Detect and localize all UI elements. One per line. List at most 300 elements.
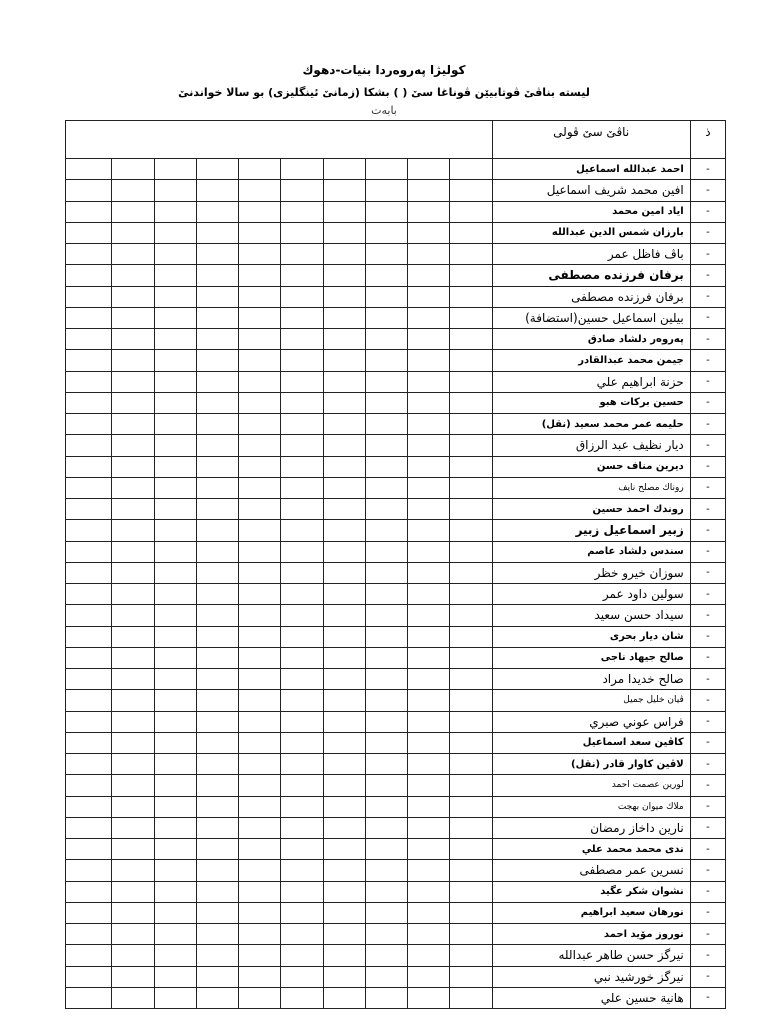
grade-cell: [239, 647, 281, 668]
row-number: -: [690, 265, 725, 286]
grade-cell: [66, 647, 112, 668]
table-row: [66, 711, 726, 732]
grade-cell: [365, 647, 407, 668]
grade-cell: [112, 690, 154, 711]
row-number: -: [690, 244, 725, 265]
grade-cell: [450, 839, 492, 860]
grade-cell: [408, 307, 450, 328]
grade-cell: [281, 669, 323, 690]
grade-cell: [239, 690, 281, 711]
grade-cell: [365, 180, 407, 201]
grade-cell: [450, 881, 492, 902]
grade-cell: [154, 860, 196, 881]
grade-cell: [239, 541, 281, 562]
grade-cell: [239, 669, 281, 690]
grade-cell: [281, 690, 323, 711]
grade-cell: [365, 435, 407, 456]
grade-cell: [408, 647, 450, 668]
grade-cell: [112, 414, 154, 435]
grade-cell: [450, 775, 492, 796]
grade-cell: [281, 350, 323, 371]
grade-cell: [281, 392, 323, 413]
table-row: [66, 180, 726, 201]
table-row: [66, 839, 726, 860]
student-name: زبير اسماعيل زبير: [492, 520, 690, 541]
student-name: سندس دلشاد عاصم: [492, 541, 690, 562]
grade-cell: [66, 732, 112, 753]
grade-cell: [66, 881, 112, 902]
row-number: -: [690, 690, 725, 711]
grade-cell: [196, 690, 238, 711]
grade-cell: [323, 881, 365, 902]
row-number: -: [690, 945, 725, 966]
grade-cell: [196, 796, 238, 817]
table-row: [66, 371, 726, 392]
grade-cell: [196, 945, 238, 966]
grade-cell: [196, 159, 238, 180]
grade-cell: [450, 371, 492, 392]
grade-cell: [323, 626, 365, 647]
row-number: -: [690, 881, 725, 902]
grade-cell: [323, 286, 365, 307]
table-row: [66, 222, 726, 243]
grade-cell: [239, 796, 281, 817]
grade-cell: [196, 732, 238, 753]
grade-cell: [281, 754, 323, 775]
table-row: [66, 754, 726, 775]
grade-cell: [450, 711, 492, 732]
grade-cell: [323, 265, 365, 286]
grade-cell: [323, 562, 365, 583]
student-name: بارزان شمس الدين عبدالله: [492, 222, 690, 243]
grade-cell: [154, 307, 196, 328]
table-row: [66, 499, 726, 520]
table-row: [66, 690, 726, 711]
grade-cell: [154, 541, 196, 562]
row-number: -: [690, 414, 725, 435]
grade-cell: [281, 520, 323, 541]
grade-cell: [365, 477, 407, 498]
grade-cell: [323, 159, 365, 180]
table-row: [66, 244, 726, 265]
grade-cell: [239, 350, 281, 371]
student-name: اياد امين محمد: [492, 201, 690, 222]
grade-cell: [196, 222, 238, 243]
grade-cell: [154, 966, 196, 987]
grade-cell: [450, 562, 492, 583]
grade-cell: [365, 732, 407, 753]
student-name: برفان فرزنده مصطفى: [492, 265, 690, 286]
grade-cell: [365, 307, 407, 328]
grade-cell: [323, 244, 365, 265]
grade-cell: [112, 732, 154, 753]
grade-cell: [323, 860, 365, 881]
grade-cell: [323, 499, 365, 520]
grade-cell: [365, 371, 407, 392]
grade-cell: [408, 881, 450, 902]
grade-cell: [112, 201, 154, 222]
grade-cell: [239, 881, 281, 902]
grade-cell: [196, 499, 238, 520]
grade-cell: [112, 222, 154, 243]
grade-cell: [408, 520, 450, 541]
grade-cell: [112, 562, 154, 583]
grade-cell: [323, 329, 365, 350]
grade-cell: [66, 902, 112, 923]
grade-cell: [66, 520, 112, 541]
student-name: صالح خديدا مراد: [492, 669, 690, 690]
grade-cell: [408, 945, 450, 966]
grade-cell: [408, 966, 450, 987]
grade-cell: [323, 222, 365, 243]
student-table: [65, 120, 726, 1009]
grade-cell: [112, 371, 154, 392]
grade-cell: [450, 924, 492, 945]
grade-cell: [408, 605, 450, 626]
grade-cell: [281, 732, 323, 753]
student-name: لاڤين كاوار قادر (نقل): [492, 754, 690, 775]
grade-cell: [66, 562, 112, 583]
row-number: -: [690, 775, 725, 796]
grade-cell: [66, 626, 112, 647]
student-name: ديرين مناف حسن: [492, 456, 690, 477]
student-name: نيرگز حسن طاهر عبدالله: [492, 945, 690, 966]
grade-cell: [281, 180, 323, 201]
grade-cell: [281, 860, 323, 881]
grade-cell: [365, 669, 407, 690]
grade-cell: [66, 541, 112, 562]
grade-cell: [112, 499, 154, 520]
grade-cell: [365, 690, 407, 711]
grade-cell: [281, 286, 323, 307]
grade-cell: [323, 839, 365, 860]
grade-cell: [408, 987, 450, 1008]
row-number: -: [690, 371, 725, 392]
grade-cell: [112, 159, 154, 180]
grade-cell: [365, 286, 407, 307]
grade-cell: [365, 966, 407, 987]
row-number: -: [690, 520, 725, 541]
grade-cell: [323, 584, 365, 605]
grade-cell: [112, 244, 154, 265]
grade-cell: [408, 180, 450, 201]
grade-cell: [281, 902, 323, 923]
grade-cell: [154, 711, 196, 732]
grade-cell: [66, 222, 112, 243]
student-name: روندك احمد حسين: [492, 499, 690, 520]
grade-cell: [450, 307, 492, 328]
grade-cell: [154, 435, 196, 456]
grade-cell: [365, 414, 407, 435]
grade-cell: [365, 924, 407, 945]
grade-cell: [196, 477, 238, 498]
student-name: ندى محمد محمد علي: [492, 839, 690, 860]
grade-cell: [196, 541, 238, 562]
table-row: [66, 626, 726, 647]
grade-cell: [408, 775, 450, 796]
row-number: -: [690, 392, 725, 413]
grade-cell: [112, 945, 154, 966]
grade-cell: [450, 796, 492, 817]
grade-cell: [239, 371, 281, 392]
grade-cell: [365, 520, 407, 541]
grade-cell: [239, 775, 281, 796]
grade-cell: [281, 562, 323, 583]
student-name: نسرين عمر مصطفى: [492, 860, 690, 881]
grade-cell: [196, 414, 238, 435]
student-name: ملاك ميوان بهجت: [492, 796, 690, 817]
grade-cell: [365, 265, 407, 286]
grade-cell: [154, 414, 196, 435]
row-number: -: [690, 222, 725, 243]
grade-cell: [154, 286, 196, 307]
grade-cell: [112, 796, 154, 817]
grade-cell: [66, 499, 112, 520]
row-number: -: [690, 754, 725, 775]
grade-cell: [323, 392, 365, 413]
grade-cell: [239, 244, 281, 265]
grade-cell: [408, 754, 450, 775]
grade-cell: [196, 307, 238, 328]
grade-cell: [112, 924, 154, 945]
grade-cell: [281, 541, 323, 562]
grade-cell: [365, 796, 407, 817]
grade-cell: [239, 286, 281, 307]
grade-cell: [281, 605, 323, 626]
grade-cell: [196, 371, 238, 392]
grade-cell: [450, 626, 492, 647]
grade-cell: [154, 626, 196, 647]
grade-cell: [281, 881, 323, 902]
grade-cell: [112, 987, 154, 1008]
grade-cell: [112, 669, 154, 690]
grade-cell: [323, 414, 365, 435]
grade-cell: [196, 605, 238, 626]
grade-cell: [196, 180, 238, 201]
grade-cell: [323, 647, 365, 668]
grade-cell: [365, 350, 407, 371]
grade-cell: [408, 626, 450, 647]
grade-cell: [323, 945, 365, 966]
grade-cell: [408, 222, 450, 243]
grade-cell: [408, 839, 450, 860]
grade-cell: [154, 222, 196, 243]
grade-cell: [450, 860, 492, 881]
grade-cell: [196, 626, 238, 647]
grade-cell: [154, 924, 196, 945]
grade-cell: [408, 201, 450, 222]
row-number: -: [690, 307, 725, 328]
grade-cell: [365, 902, 407, 923]
grade-cell: [66, 477, 112, 498]
grade-cell: [408, 286, 450, 307]
grade-cell: [450, 456, 492, 477]
grade-cell: [196, 987, 238, 1008]
grade-cell: [112, 392, 154, 413]
grade-cell: [281, 839, 323, 860]
table-row: [66, 796, 726, 817]
grade-cell: [154, 669, 196, 690]
grade-cell: [281, 711, 323, 732]
grade-cell: [196, 711, 238, 732]
grade-cell: [408, 669, 450, 690]
grade-cell: [281, 626, 323, 647]
student-name: نورهان سعيد ابراهيم: [492, 902, 690, 923]
grade-cell: [112, 435, 154, 456]
grade-cell: [66, 456, 112, 477]
grade-cell: [365, 222, 407, 243]
grade-cell: [365, 159, 407, 180]
row-number: -: [690, 350, 725, 371]
grade-cell: [196, 881, 238, 902]
student-name: پەروەر دلشاد صادق: [492, 329, 690, 350]
table-row: [66, 562, 726, 583]
grade-cell: [196, 860, 238, 881]
grade-cell: [154, 520, 196, 541]
grade-cell: [112, 180, 154, 201]
grade-cell: [450, 605, 492, 626]
student-name: ديار نظيف عبد الرزاق: [492, 435, 690, 456]
grade-cell: [112, 477, 154, 498]
grade-cell: [239, 732, 281, 753]
student-name: لورين عصمت احمد: [492, 775, 690, 796]
grade-cell: [323, 796, 365, 817]
grade-cell: [112, 711, 154, 732]
grade-cell: [281, 329, 323, 350]
row-number: -: [690, 711, 725, 732]
grade-cell: [365, 987, 407, 1008]
grade-cell: [66, 775, 112, 796]
grade-cell: [112, 754, 154, 775]
table-row: [66, 966, 726, 987]
grade-cell: [365, 244, 407, 265]
grade-cell: [196, 924, 238, 945]
grade-cell: [408, 392, 450, 413]
table-row: [66, 945, 726, 966]
student-name: جيمن محمد عبدالقادر: [492, 350, 690, 371]
grade-cell: [450, 987, 492, 1008]
table-row: [66, 732, 726, 753]
grade-cell: [154, 201, 196, 222]
grade-cell: [154, 477, 196, 498]
grade-cell: [112, 839, 154, 860]
grade-cell: [196, 839, 238, 860]
grade-cell: [239, 754, 281, 775]
grade-cell: [112, 860, 154, 881]
grade-cell: [66, 414, 112, 435]
row-number: -: [690, 499, 725, 520]
student-name: احمد عبدالله اسماعيل: [492, 159, 690, 180]
grade-cell: [323, 520, 365, 541]
student-name: افين محمد شريف اسماعيل: [492, 180, 690, 201]
grade-cell: [408, 265, 450, 286]
grade-cell: [408, 817, 450, 838]
table-row: [66, 987, 726, 1008]
grade-cell: [408, 541, 450, 562]
grade-cell: [408, 371, 450, 392]
grade-cell: [66, 350, 112, 371]
student-name: نارين داخاز رمضان: [492, 817, 690, 838]
student-name: سوزان خيرو خظر: [492, 562, 690, 583]
grade-cell: [450, 477, 492, 498]
grade-cell: [154, 562, 196, 583]
list-title: ليسته بناڤێ ڤوتابيێن ڤوناغا سێ ( ) بشكا (زمانێ ئينگليزى) بو سالا خواندنێ: [178, 86, 590, 99]
grade-cell: [66, 307, 112, 328]
grade-cell: [154, 945, 196, 966]
grade-cell: [154, 350, 196, 371]
grade-cell: [196, 520, 238, 541]
grade-cell: [450, 180, 492, 201]
grade-cell: [281, 222, 323, 243]
grade-cell: [450, 902, 492, 923]
row-number: -: [690, 286, 725, 307]
grade-cell: [239, 307, 281, 328]
grade-cell: [365, 562, 407, 583]
grade-cell: [112, 456, 154, 477]
grade-cell: [66, 796, 112, 817]
grade-cell: [112, 626, 154, 647]
grade-cell: [323, 817, 365, 838]
grade-cell: [66, 711, 112, 732]
grade-cell: [239, 520, 281, 541]
grade-cell: [323, 775, 365, 796]
grade-cell: [112, 881, 154, 902]
grade-cell: [154, 775, 196, 796]
row-number: -: [690, 987, 725, 1008]
grade-cell: [196, 754, 238, 775]
grade-cell: [450, 647, 492, 668]
row-number: -: [690, 626, 725, 647]
student-name: بيلين اسماعيل حسين(استضافة): [492, 307, 690, 328]
grade-cell: [408, 159, 450, 180]
grade-cell: [323, 435, 365, 456]
row-number: -: [690, 180, 725, 201]
grade-cell: [281, 265, 323, 286]
grade-cell: [112, 584, 154, 605]
grade-cell: [365, 945, 407, 966]
grade-cell: [365, 201, 407, 222]
grade-cell: [323, 201, 365, 222]
grade-cell: [196, 775, 238, 796]
grade-cell: [408, 477, 450, 498]
row-number: -: [690, 584, 725, 605]
grade-cell: [196, 435, 238, 456]
grade-cell: [323, 605, 365, 626]
grade-cell: [365, 775, 407, 796]
table-header-row: [66, 121, 726, 159]
student-name: فراس عوني صبري: [492, 711, 690, 732]
grade-cell: [154, 796, 196, 817]
grade-cell: [281, 244, 323, 265]
student-name: برفان فرزنده مصطفى: [492, 286, 690, 307]
grade-cell: [196, 562, 238, 583]
grade-cell: [408, 350, 450, 371]
grade-cell: [450, 201, 492, 222]
row-number: -: [690, 732, 725, 753]
table-row: [66, 902, 726, 923]
row-number: -: [690, 966, 725, 987]
grade-cell: [239, 860, 281, 881]
name-column-header: ناڤێ سێ ڤولى: [492, 121, 690, 159]
grade-cell: [196, 265, 238, 286]
grade-cell: [112, 541, 154, 562]
grade-cell: [239, 265, 281, 286]
row-number: -: [690, 860, 725, 881]
grade-cell: [112, 520, 154, 541]
grade-cell: [66, 839, 112, 860]
table-row: [66, 392, 726, 413]
grade-cell: [154, 265, 196, 286]
